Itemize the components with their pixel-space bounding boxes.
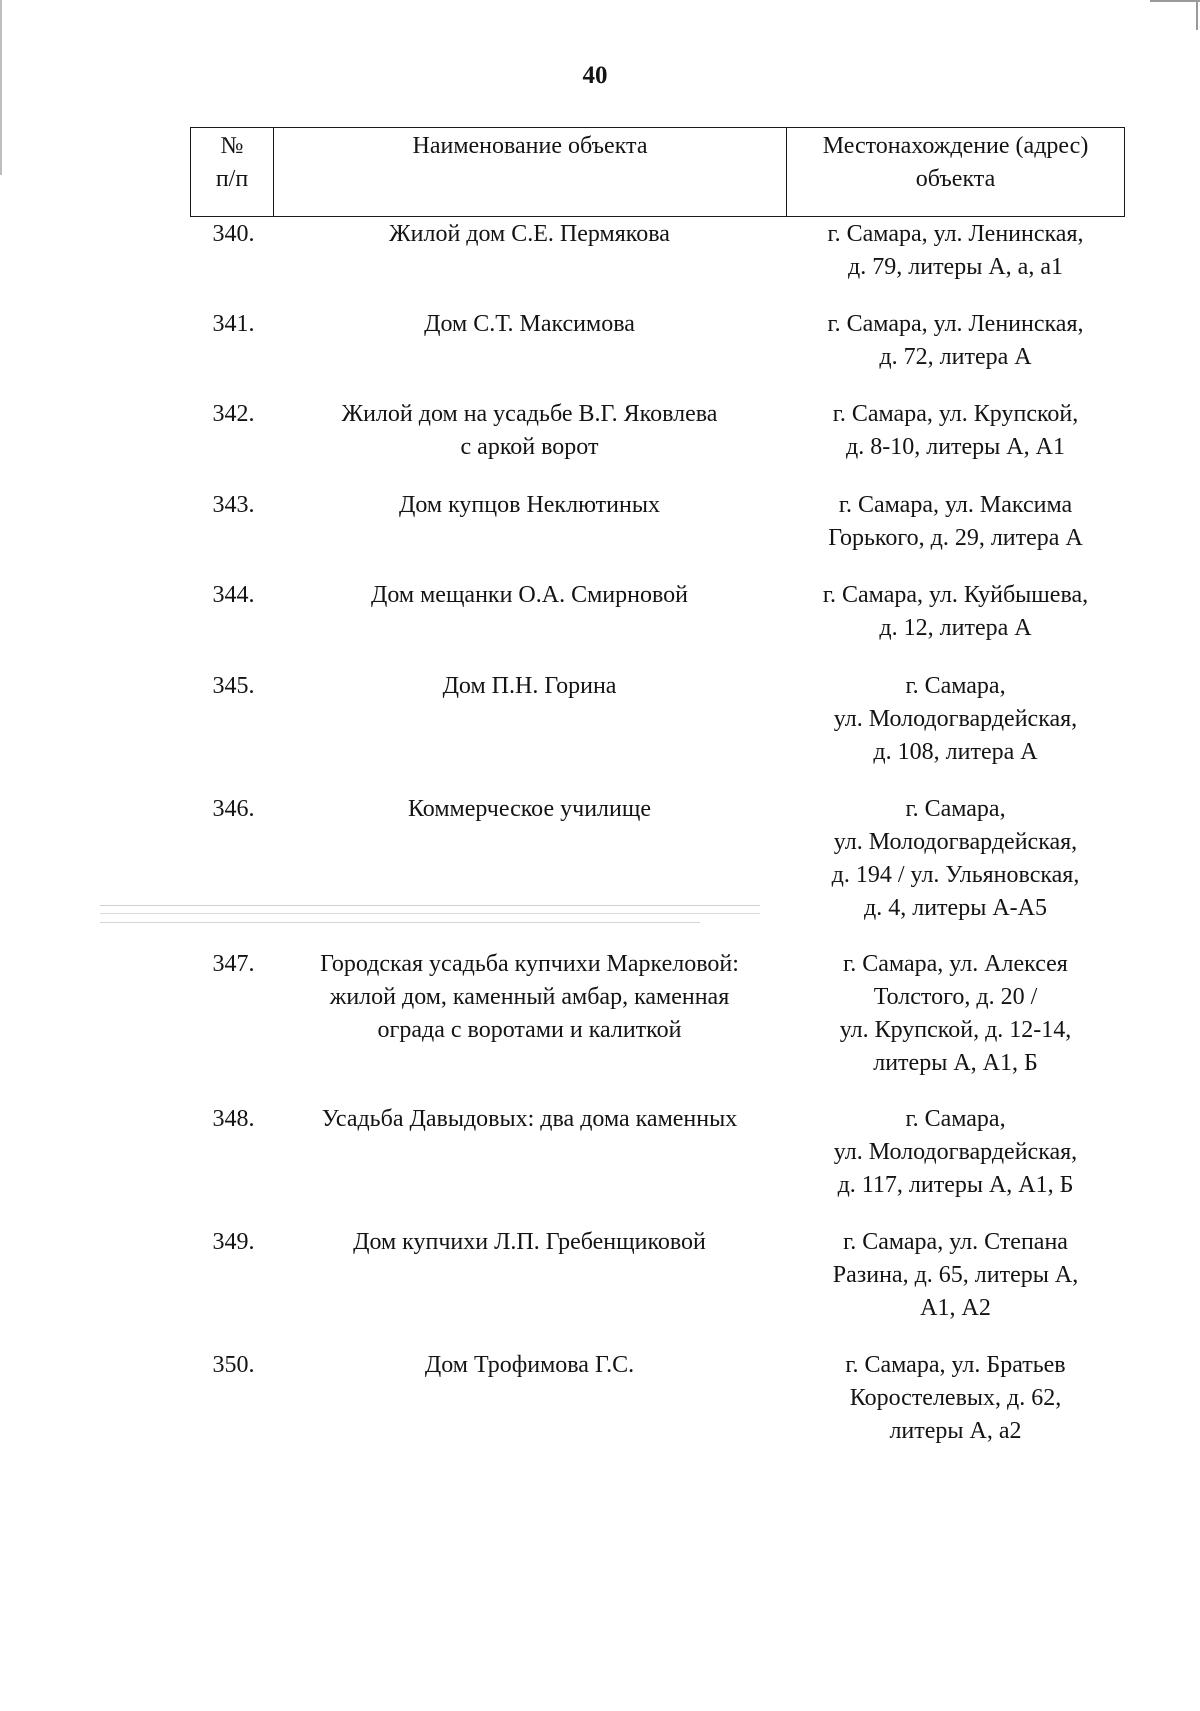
row-number: 340. [212, 221, 255, 247]
object-name: Дом мещанки О.А. Смирновой [371, 582, 688, 608]
object-address: г. Самара, ул. Степана Разина, д. 65, литеры А, А1, А2 [832, 1229, 1079, 1321]
object-name: Дом Трофимова Г.С. [424, 1352, 635, 1378]
row-number: 341. [212, 311, 255, 337]
object-name: Дом купцов Неклютиных [399, 492, 660, 518]
object-address: г. Самара, ул. Куйбышева, д. 12, литера А [822, 582, 1089, 641]
object-name: Дом П.Н. Горина [442, 673, 617, 699]
table-row [190, 579, 1125, 670]
table-row [190, 1103, 1125, 1226]
page-number: 40 [582, 62, 608, 89]
table-row [190, 1226, 1125, 1349]
object-address: г. Самара, ул. Крупской, д. 8-10, литеры А, А1 [832, 401, 1079, 460]
object-address: г. Самара, ул. Братьев Коростелевых, д. 62, литеры А, а2 [845, 1352, 1066, 1444]
header-num: № п/п [191, 128, 274, 216]
object-name: Жилой дом на усадьбе В.Г. Яковлева с аркой ворот [341, 401, 718, 460]
table-row [190, 218, 1125, 308]
object-name: Дом купчихи Л.П. Гребенщиковой [353, 1229, 706, 1255]
row-number: 349. [212, 1229, 255, 1255]
row-number: 344. [212, 582, 255, 608]
table-row [190, 489, 1125, 579]
scan-edge-mark [1150, 0, 1200, 2]
table-header [190, 127, 1125, 217]
row-number: 350. [212, 1352, 255, 1378]
object-name: Коммерческое училище [407, 796, 651, 822]
table-row [190, 670, 1125, 793]
row-number: 346. [212, 796, 255, 822]
row-number: 348. [212, 1106, 255, 1132]
object-name: Городская усадьба купчихи Маркеловой: жилой дом, каменный амбар, каменная ограда с воротами и калиткой [320, 951, 739, 1043]
object-address: г. Самара, ул. Ленинская, д. 72, литера А [827, 311, 1084, 370]
table-row [190, 1349, 1125, 1459]
object-address: г. Самара, ул. Молодогвардейская, д. 117, литеры А, А1, Б [833, 1106, 1078, 1198]
row-number: 345. [212, 673, 255, 699]
object-name: Усадьба Давыдовых: два дома каменных [321, 1106, 738, 1132]
row-number: 343. [212, 492, 255, 518]
table-row [190, 793, 1125, 948]
object-address: г. Самара, ул. Молодогвардейская, д. 108, литера А [833, 673, 1078, 765]
row-number: 347. [212, 951, 255, 977]
object-address: г. Самара, ул. Молодогвардейская, д. 194 / ул. Ульяновская, д. 4, литеры А-А5 [831, 796, 1080, 921]
header-address: Местонахождение (адрес) объекта [822, 133, 1089, 192]
row-number: 342. [212, 401, 255, 427]
object-name: Дом С.Т. Максимова [424, 311, 635, 337]
header-name: Наименование объекта [274, 128, 787, 216]
table-row [190, 308, 1125, 398]
object-address: г. Самара, ул. Максима Горького, д. 29, литера А [828, 492, 1083, 551]
object-name: Жилой дом С.Е. Пермякова [389, 221, 670, 247]
object-address: г. Самара, ул. Алексея Толстого, д. 20 / ул. Крупской, д. 12-14, литеры А, А1, Б [839, 951, 1072, 1076]
table-row [190, 948, 1125, 1103]
object-address: г. Самара, ул. Ленинская, д. 79, литеры А, а, а1 [827, 221, 1084, 280]
table-body [190, 218, 1125, 1459]
table-row [190, 398, 1125, 489]
scan-edge-mark [1196, 0, 1198, 30]
